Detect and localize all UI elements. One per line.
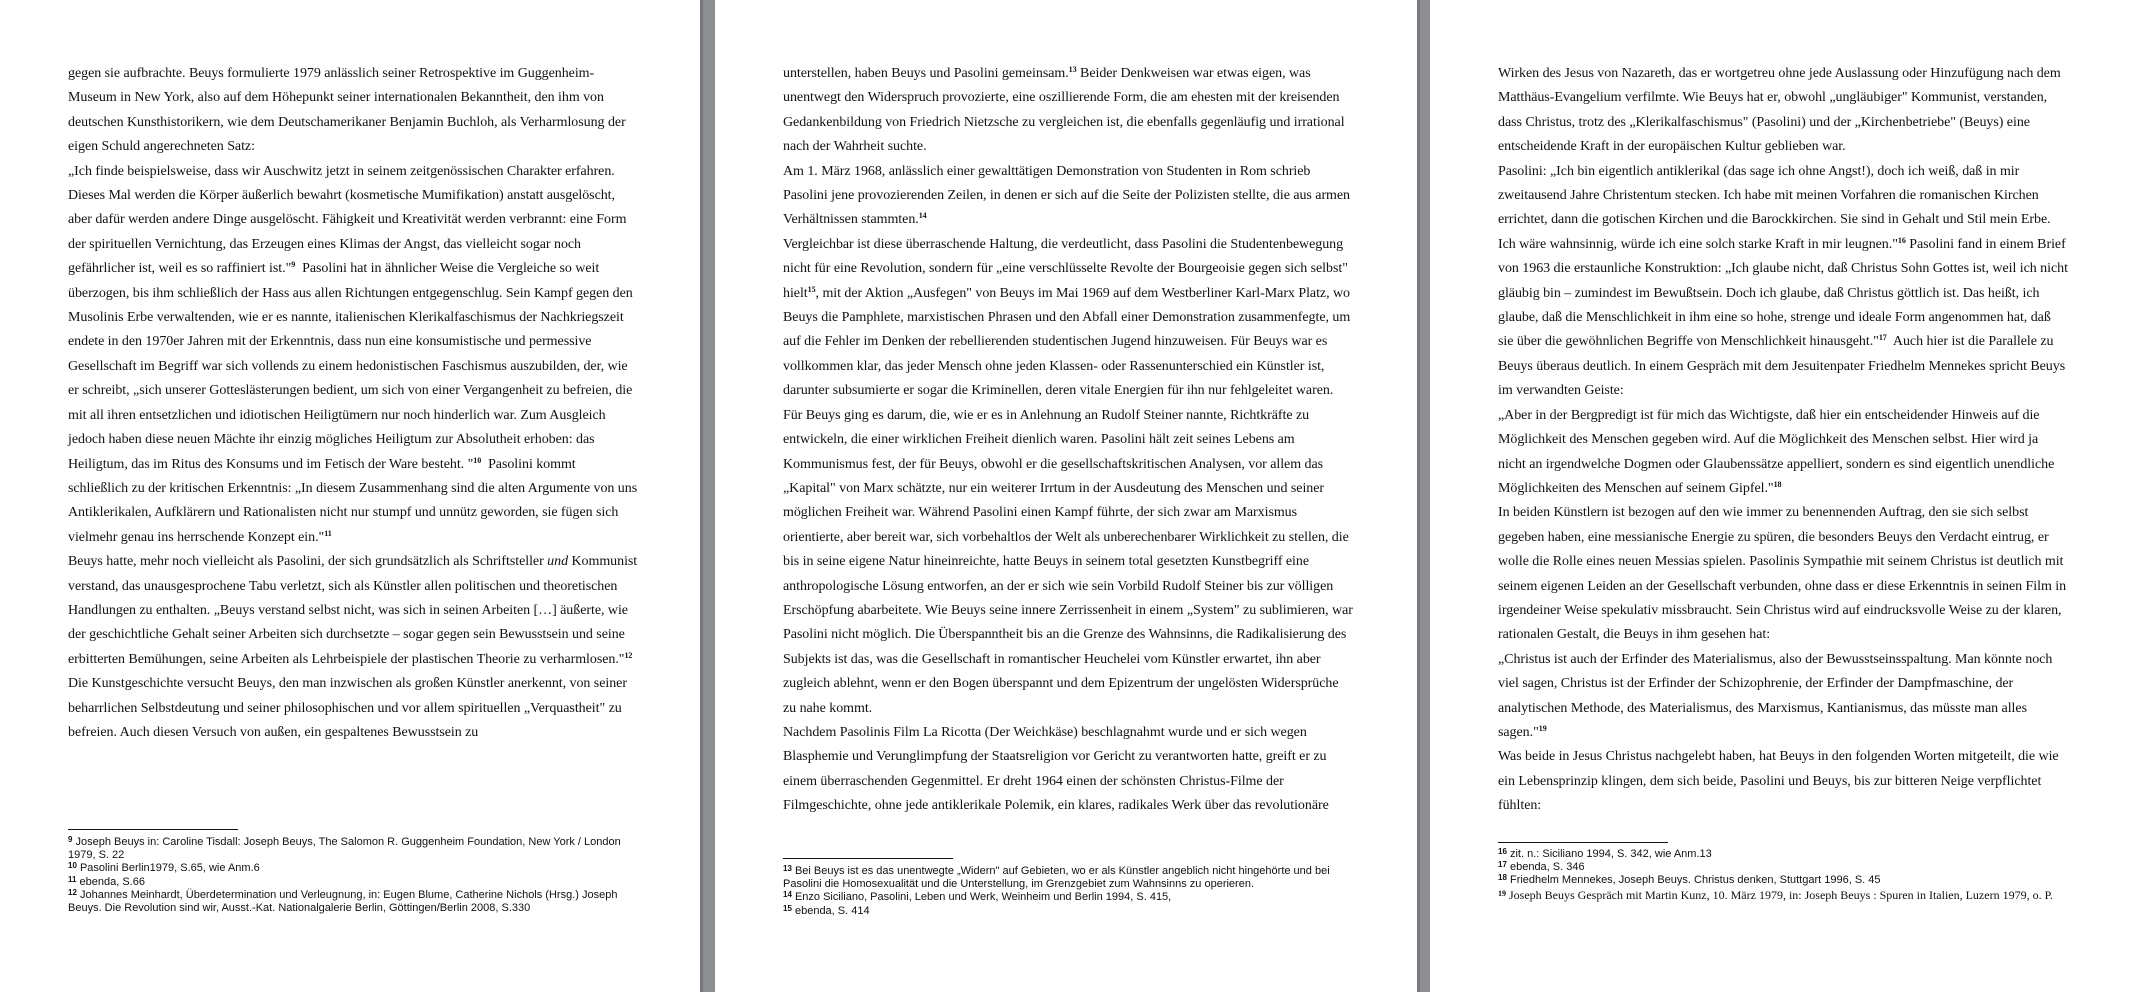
footnote: $^{17}$ ebenda, S. 346 — [1498, 860, 1585, 874]
footnote: $^{19}$ Joseph Beuys Gespräch mit Martin Kunz, 10. März 1979, in: Joseph Beuys : Spuren in Italien, Luzern 1979, o. P. — [1498, 887, 2053, 902]
paragraph: gegen sie aufbrachte. Beuys formulierte 1979 anlässlich seiner Retrospektive im Guggenheim-Museum in New York, also auf dem Höhepunkt seiner internationalen Bekanntheit, den ihm von deutschen Kunsthistorikern, wie dem Deutschamerikaner Benjamin Buchloh, als Verharmlosung der eigen Schuld angerechneten Satz: — [68, 66, 626, 155]
footnote-separator — [68, 829, 238, 830]
paragraph: Beuys hatte, mehr noch vielleicht als Pasolini, der sich grundsätzlich als Schriftsteller und Kommunist verstand, das unausgesprochene Tabu verletzt, sich als Künstler allen politischen und theoretischen Handlungen zu enthalten. „Beuys verstand selbst nicht, was sich in seinen Arbeiten […] äußerte, wie der geschichtliche Gehalt seiner Arbeiten sich durchsetzte – sogar gegen sein Bewusstsein und seine erbitterten Bemühungen, seine Arbeiten als Lehrbeispiele der plastischen Theorie zu verharmlosen."$^{12}$ — [68, 554, 638, 667]
paragraph: In beiden Künstlern ist bezogen auf den wie immer zu benennenden Auftrag, den sie sich selbst gegeben haben, eine messianische Energie zu spüren, die besonders Beuys den Verdacht eintrug, er wolle die Rolle eines neuen Messias spielen. Pasolinis Sympathie mit seinem Christus ist deutlich mit seinem eigenen Leiden an der Gesellschaft verbunden, ohne dass er diese Erkenntnis in seinen Film in irgendeiner Weise spekulativ missbraucht. Sein Christus wird auf eindrucksvolle Weise zu der klaren, rationalen Gestalt, die Beuys in ihm gesehen hat: — [1498, 505, 2067, 643]
footnote-ref[interactable]: 10 — [473, 455, 482, 465]
footnote-ref[interactable]: 12 — [624, 650, 633, 660]
paragraph: „Aber in der Bergpredigt ist für mich das Wichtigste, daß hier ein entscheidender Hinweis auf die Möglichkeit des Menschen gegeben wird. Auf die Möglichkeit des Menschen selbst. Hier wird ja nicht an irgendwelche Dogmen oder Glaubenssätze appelliert, sondern es sind eigentlich unendliche Möglichkeiten des Menschen auf seinem Gipfel."$^{18}$ — [1498, 407, 2055, 496]
paragraph: Vergleichbar ist diese überraschende Haltung, die verdeutlicht, dass Pasolini die Studentenbewegung nicht für eine Revolution, sondern für „eine verschlüsselte Revolte der Bourgeoisie gegen sich selbst" hielt$^{15}$, mit der Aktion „Ausfegen" von Beuys im Mai 1969 auf dem Westberliner Karl-Marx Platz, wo Beuys die Pamphlete, marxistischen Phrasen und den Abfall einer Demonstration zusammenfegte, um auf die Fehler im Denken der rebellierenden studentischen Jugend hinzuweisen. Für Beuys war es vollkommen klar, das jeder Mensch ohne jeden Klassen- oder Rassenunterschied ein Künstler ist, darunter subsumierte er sogar die Kriminellen, deren vitale Energien für ihn nur fehlgeleitet waren. Für Beuys ging es darum, die, wie er es in Anlehnung an Rudolf Steiner nannte, Richtkräfte zu entwickeln, die einer wirklichen Freiheit dienlich waren. Pasolini hält zeit seines Lebens am Kommunismus fest, der für Beuys, obwohl er die gesellschaftskritischen Analysen, vor allem das „Kapital" von Marx schätzte, nur ein weiterer Irrtum in der Ausdeutung des Menschen und seiner möglichen Freiheit war. Während Pasolini einen Kampf führte, der sich zwar am Marxismus orientierte, aber bereit war, sich vorbehaltlos der Welt als unberechenbarer Wirklichkeit zu stellen, die bis in seine eigene Natur hineinreichte, hatte Beuys in seinem total gesetzten Kunstbegriff eine anthropologische Lösung entworfen, an der er sich wie sein Vorbild Rudolf Steiner bis zur völligen Erschöpfung abarbeitete. Wie Beuys seine innere Zerrissenheit in einem „System" zu sublimieren, war Pasolini nicht möglich. Die Überspanntheit bis an die Grenze des Wahnsinns, die Radikalisierung des Subjekts ist das, was die Gesellschaft in romantischer Heuchelei vom Künstler erwartet, ihn aber zugleich ablehnt, wenn er den Bogen überspannt und dem Epizentrum der ungelösten Widersprüche zu nahe kommt. — [783, 236, 1353, 716]
footnote-separator — [783, 858, 953, 859]
footnote: $^{10}$ Pasolini Berlin1979, S.65, wie Anm.6 — [68, 861, 260, 875]
footnotes — [783, 865, 1343, 918]
footnote: $^{13}$ Bei Beuys ist es das unentwegte „Widern" auf Gebieten, wo er als Künstler angeblich nicht hingehörte und bei Pasolini die Homosexualität und die Unterstellung, im Grenzgebiet zum Wahnsinns zu operieren. — [783, 864, 1330, 891]
footnote: $^{14}$ Enzo Siciliano, Pasolini, Leben und Werk, Weinheim und Berlin 1994, S. 415, — [783, 890, 1172, 904]
footnote-ref[interactable]: 15 — [807, 284, 816, 294]
footnote-ref[interactable]: 13 — [1068, 65, 1077, 74]
page-2 — [715, 0, 1417, 992]
footnote-separator — [1498, 842, 1668, 843]
page-3-body-text — [1498, 62, 2068, 819]
footnotes — [68, 836, 628, 915]
paragraph: Nachdem Pasolinis Film La Ricotta (Der Weichkäse) beschlagnahmt wurde und er sich wegen Blasphemie und Verunglimpfung der Staatsreligion vor Gericht zu verantworten hatte, greift er zu einem überraschenden Gegenmittel. Er dreht 1964 einen der schönsten Christus-Filme der Filmgeschichte, ohne jede antiklerikale Polemik, ein klares, radikales Werk über das revolutionäre — [783, 724, 1329, 814]
paragraph: Wirken des Jesus von Nazareth, das er wortgetreu ohne jede Auslassung oder Hinzufügung nach dem Matthäus-Evangelium verfilmte. Wie Beuys hat er, obwohl „ungläubiger" Kommunist, verstanden, dass Christus, trotz des „Klerikalfaschismus" (Pasolini) und der „Kirchenbetriebe" (Beuys) eine entscheidende Kraft in der europäischen Kultur geblieben war. — [1498, 66, 2061, 155]
footnotes — [1498, 848, 2058, 902]
footnote: $^9$ Joseph Beuys in: Caroline Tisdall: Joseph Beuys, The Salomon R. Guggenheim Foundation, New York / London 1979, S. 22 — [68, 835, 621, 862]
footnote: $^{18}$ Friedhelm Mennekes, Joseph Beuys. Christus denken, Stuttgart 1996, S. 45 — [1498, 873, 1881, 887]
paragraph: „Ich finde beispielsweise, dass wir Auschwitz jetzt in seinem zeitgenössischen Charakter erfahren. Dieses Mal werden die Körper äußerlich bewahrt (kosmetische Mumifikation) anstatt ausgelöscht, aber dafür werden andere Dinge ausgelöscht. Fähigkeit und Kreativität werden verbrannt: eine Form der spirituellen Vernichtung, das Erzeugen eines Klimas der Angst, das vielleicht sogar noch gefährlicher ist, weil es so raffiniert ist."$^9$ Pasolini hat in ähnlicher Weise die Vergleiche so weit überzogen, bis ihm schließlich der Hass aus allen Richtungen entgegenschlug. Sein Kampf gegen den Musolinis Erbe verwaltenden, wie er es nannte, italienischen Klerikalfaschismus der Nachkriegszeit endete in den 1970er Jahren mit der Erkenntnis, dass nun eine konsumistische und permessive Gesellschaft im Begriff war sich vollends zu einem hedonistischen Faschismus auszubilden, der, wie er schreibt, „sich unserer Gotteslästerungen bedient, um sich von einer Vergangenheit zu befreien, die mit all ihren entsetzlichen und idiotischen Heiligtümern nur noch hinderlich war. Zum Ausgleich jedoch haben diese neuen Mächte ihr einzig mögliches Heiligtum zur Absolutheit erhoben: das Heiligtum, das im Ritus des Konsums und im Fetisch der Ware besteht. "$^{10}$ Pasolini kommt schließlich zu der kritischen Erkenntnis: „In diesem Zusammenhang sind die alten Argumente von uns Antiklerikalen, Aufklärern und Rationalisten nicht nur stumpf und unnütz geworden, sie fügen sich vielmehr genau ins herrschende Konzept ein."$^{11}$ — [68, 163, 638, 545]
paragraph: Was beide in Jesus Christus nachgelebt haben, hat Beuys in den folgenden Worten mitgeteilt, die wie ein Lebensprinzip klingen, dem sich beide, Pasolini und Beuys, bis zur bitteren Neige verpflichtet fühlten: — [1498, 749, 2059, 814]
paragraph: Am 1. März 1968, anlässlich einer gewalttätigen Demonstration von Studenten in Rom schrieb Pasolini jene provozierenden Zeilen, in denen er sich auf die Seite der Polizisten stellte, die aus armen Verhältnissen stammten.$^{14}$ — [783, 163, 1351, 228]
page-2-body-text — [783, 62, 1355, 819]
footnote: $^{12}$ Johannes Meinhardt, Überdetermination und Verleugnung, in: Eugen Blume, Catherine Nichols (Hrsg.) Joseph Beuys. Die Revolution sind wir, Ausst.-Kat. Nationalgalerie Berlin, Göttingen/Berlin 2008, S.330 — [68, 887, 618, 915]
footnote-ref[interactable]: 11 — [324, 528, 332, 538]
footnote-ref[interactable]: 18 — [1773, 479, 1782, 489]
footnote-ref[interactable]: 9 — [291, 260, 296, 270]
page-1 — [0, 0, 700, 992]
footnote-ref[interactable]: 14 — [918, 211, 927, 221]
page-1-body-text — [68, 62, 638, 745]
paragraph: Die Kunstgeschichte versucht Beuys, den man inzwischen als großen Künstler anerkennt, von seiner beharrlichen Selbstdeutung und seiner philosophischen und vor allem spirituellen „Verquastheit" zu befreien. Auch diesen Versuch von außen, ein gespaltenes Bewusstsein zu — [68, 676, 627, 740]
paragraph: Pasolini: „Ich bin eigentlich antiklerikal (das sage ich ohne Angst!), doch ich weiß, daß in mir zweitausend Jahre Christentum stecken. Ich habe mit meinen Vorfahren die romanischen Kirchen errichtet, dann die gotischen Kirchen und die Barockkirchen. Sie sind in Gehalt und Stil mein Erbe. Ich wäre wahnsinnig, würde ich eine solch starke Kraft in mir leugnen."$^{16}$ Pasolini fand in einem Brief von 1963 die erstaunliche Konstruktion: „Ich glaube nicht, daß Christus Sohn Gottes ist, weil ich nicht gläubig bin – zumindest im Bewußtsein. Doch ich glaube, daß Christus göttlich ist. Das heißt, ich glaube, daß die Menschlichkeit in ihm eine so hohe, strenge und ideale Form angenommen hat, daß sie über die gewöhnlichen Begriffe von Menschlichkeit hinausgeht."$^{17}$ Auch hier ist die Parallele zu Beuys überaus deutlich. In einem Gespräch mit dem Jesuitenpater Friedhelm Mennekes spricht Beuys im verwandten Geiste: — [1498, 163, 2068, 399]
footnote-ref[interactable]: 17 — [1878, 333, 1887, 343]
footnote: $^{16}$ zit. n.: Siciliano 1994, S. 342, wie Anm.13 — [1498, 847, 1712, 860]
footnote-ref[interactable]: 16 — [1897, 235, 1906, 245]
footnote: $^{15}$ ebenda, S. 414 — [783, 903, 870, 917]
footnote-ref[interactable]: 19 — [1538, 723, 1547, 733]
paragraph: „Christus ist auch der Erfinder des Materialismus, also der Bewusstseinsspaltung. Man könnte noch viel sagen, Christus ist der Erfinder der Schizophrenie, der Erfinder der Dampfmaschine, der analytischen Methode, des Materialismus, des Marxismus, Kantianismus, das müsste man alles sagen."$^{19}$ — [1498, 651, 2053, 740]
footnote: $^{11}$ ebenda, S.66 — [68, 874, 145, 888]
paragraph: unterstellen, haben Beuys und Pasolini gemeinsam.$^{13}$ Beider Denkweisen war etwas eigen, was unentwegt den Widerspruch provozierte, eine oszillierende Form, die am ehesten mit der kreisenden Gedankenbildung von Friedrich Nietzsche zu vergleichen ist, die ebenfalls gegenläufig und irrational nach der Wahrheit suchte. — [783, 65, 1345, 155]
page-3 — [1430, 0, 2129, 992]
